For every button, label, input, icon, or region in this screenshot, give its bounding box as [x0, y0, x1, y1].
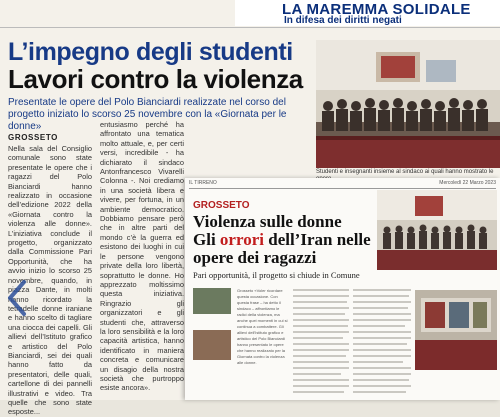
article-column-2: entusiasmo perché ha affrontato una tematica molto attuale, e, per certi versi, incredibile - ha dichiarato il sindaco Antonfrancesco Vivarelli Colonna -. Noi crediamo in una società libera e vivere, per fortuna, in un ambiente democratico. Dobbiamo pensare però che in altre parti del mondo c’è la guerra ed esistono dei luoghi in cui le persone vengono private della loro libertà, soprattutto le donne. Ho apprezzato moltissimo questa iniziativa. Ringrazio gli organizzatori e gli studenti che, attraverso la loro sensibilità e la loro capacità artistica, hanno identificato in maniera concreta e comunicare un disagio della nostra società che purtroppo esiste ancora». — [100, 120, 184, 393]
clipping-body-column: Grosseto «Voler ricordare questa occasione. Con questa frase – ha detto il sindaco – affrontiamo le radici della violenza, ma anche quei momenti in cui si continua a combattere. Gli allievi dell’Istituto grafico e artistico del Polo Bianciardi hanno presentato le opere che hanno realizzato per la Giornata contro la violenza alle donne. — [237, 288, 288, 365]
clipping-body-text-lines-2 — [353, 288, 411, 396]
clipping-headline-line2 — [193, 231, 371, 267]
clipping-headline-red: orrori — [219, 230, 264, 249]
clipping-body-column-2 — [293, 288, 349, 398]
clipping-date: Mercoledì 22 Marzo 2023 — [439, 180, 496, 186]
article-headline: Lavori contro la violenza — [8, 64, 303, 94]
header-divider — [0, 27, 500, 28]
clipping-photo-illustration — [377, 190, 497, 270]
photo-caption: Studenti e insegnanti insieme al sindaco ai quali hanno mostrato le — [316, 169, 494, 175]
article-section-label: GROSSETO — [8, 133, 58, 142]
section-masthead: LA MAREMMA SOLIDALE — [282, 1, 471, 18]
chevron-left-icon — [4, 278, 32, 318]
newspaper-clipping — [185, 178, 500, 400]
clipping-meta — [189, 180, 496, 189]
article-standfirst: Presentate le opere del Polo Bianciardi realizzate nel corso del progetto iniziato lo scorso 25 novembre con la «Giornata per le donne» — [8, 97, 287, 132]
clipping-headline-suffix: dell’Iran nelle opere dei ragazzi — [193, 230, 371, 267]
clipping-headline — [193, 213, 371, 267]
clipping-photo — [377, 190, 497, 270]
clipping-headline-line1: Violenza sulle donne — [193, 212, 342, 231]
clipping-deck: Pari opportunità, il progetto si chiude in Comune — [193, 270, 360, 280]
article-photo — [316, 40, 500, 168]
article-column-1: Nella sala del Consiglio comunale sono state presentate le opere che i ragazzi del Polo Bianciardi hanno realizzato in occasione dell’edizione 2022 della «Giornata contro la violenza alle donne». L’iniziativa conclude il progetto, organizzato dalla Commissione Pari Opportunità, che ha avvio inizio lo scorso 25 novembre, quando, in piazza Dante, in molti hanno ricordato la tetradelle donne iraniane e hanno scelto di tagliare una ciocca dei capelli. Gli allievi dell’Istituto grafico e artistico del Polo Bianciardi, sei dei quali hanno fatto da presentatori, delle quali, cartellone di dei pannelli illustrativi e video. Tra quelle che sono state esposte... — [8, 144, 92, 417]
section-subtitle: In difesa dei diritti negati — [284, 15, 402, 26]
clipping-body-text-lines — [293, 288, 349, 396]
clipping-thumbnail-1 — [193, 288, 231, 314]
article-kicker: L’impegno degli studenti — [8, 38, 293, 66]
clipping-photo-2 — [415, 290, 497, 370]
clipping-photo-2-illustration — [415, 290, 497, 370]
previous-page-button[interactable] — [4, 278, 32, 318]
group-photo-illustration — [316, 40, 500, 168]
clipping-section: GROSSETO — [193, 200, 250, 211]
clipping-thumbnail-2 — [193, 330, 231, 360]
clipping-masthead: IL TIRRENO — [189, 180, 217, 186]
clipping-body-column-3 — [353, 288, 411, 398]
clipping-headline-prefix: Gli — [193, 230, 220, 249]
